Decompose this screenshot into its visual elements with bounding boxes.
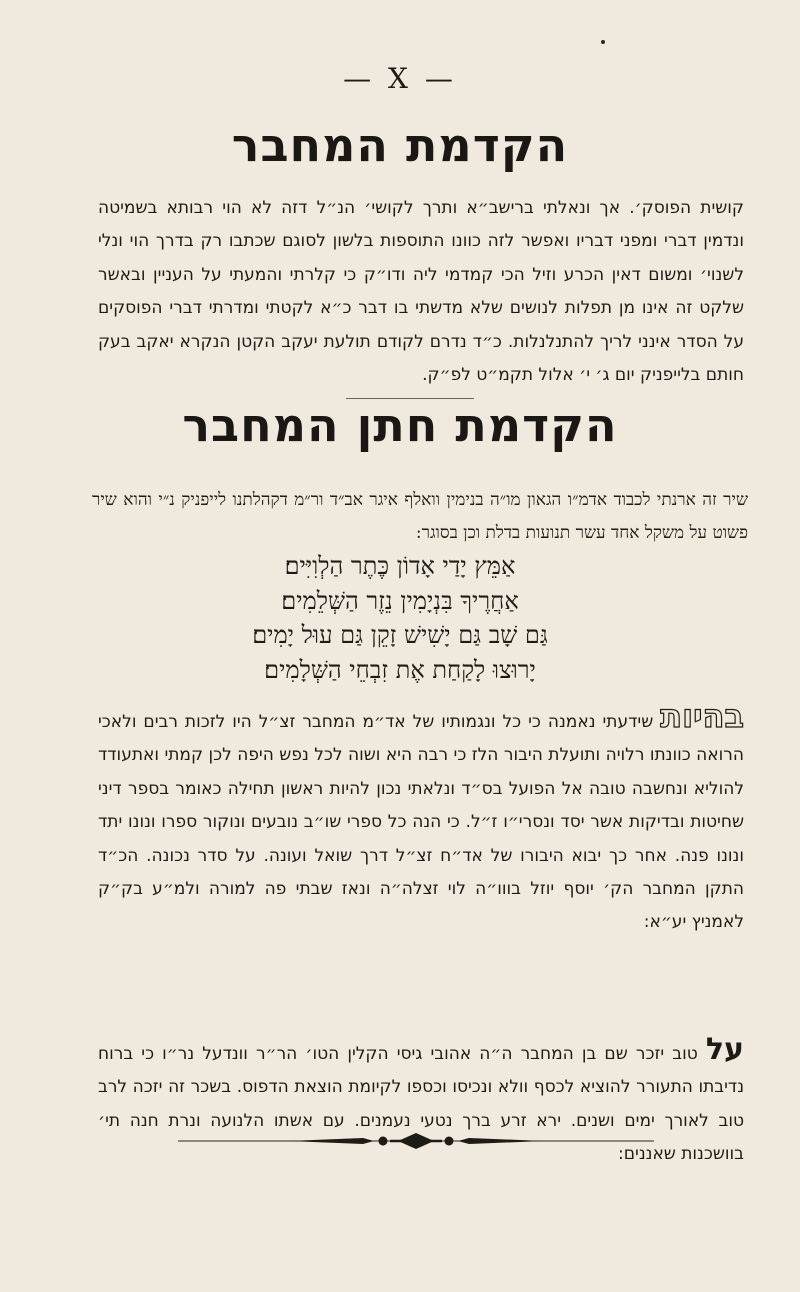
paragraph-text: טוב יזכר שם בן המחבר ה״ה אהובי גיסי הקלין הטו׳ הר״ר וונדעל נר״ו כי ברוח נדיבתו התעורר להוציא לכסף וולא ונכיסו וכספו לקיומת הוצאת הדפוס. בשכר זה יזכה לרב טוב לאורך ימים ושנים. ירא זרע ברך נטעי נעמנים. עם אשתו הלנועה ונרת חנה תי׳ בוושכנות שאננים:: [98, 1044, 744, 1165]
poem: [0, 549, 800, 688]
paragraph-lead-word: בהיות: [660, 697, 744, 735]
poem-verse: גַּם שָׁב גַּם יָשִׁישׁ זָקֵן גַּם עוּל יָמִים׃: [252, 621, 548, 650]
preface-author-title: הקדמת המחבר: [231, 118, 569, 172]
preface-author-text: קושית הפוסק׳. אך ונאלתי ברישב״א ותרך לקושי׳ הנ״ל דזה לא הוי רבותא בשמיטה ונדמין דברי ומפני דבריו ואפשר לזה כוונו התוספות בלשון לסוגם שכתבו רק בדרך הוי ונלי לשנוי׳ ומשום דאין הכרע וזיל הכי קמדמי ליה ודו״ק כי קלרתי והמעתי על העניין ובאשר שלקט זה אינו מן תפלות לנושים שלא מדשתי בו דבר כ״א לקטתי ומדרתי דברי הפוסקים על הסדר אינני לריך להתנלנלות. כ״ד נדרם לקודם תולעת יעקב הקטן הנקרא יאקב בעק חותם בלייפניק יום ג׳ י׳ אלול תקמ״ט לפ״ק.: [98, 198, 744, 386]
ornamental-rule: [178, 1121, 654, 1161]
paragraph-text: שידעתי נאמנה כי כל ונגמותיו של אד״מ המחבר זצ״ל היו לזכות רבים ולאכי הרואה כוונתו רלויה ותועלת היבור הלז כי רבה היא ושוה לכל נפש היפה לכן קמתי ואתעודד להוליא ונחשבה טובה אל הפועל בס״ד ונלאתי נכון להיות ראשון תחילה כאומר בספר דיני שחיטות ובדיקות אשר יסד ונסרי״ו ז״ל. כי הנה כל ספרי שו״ב נובעים ונוקור ספרו ונונו יתד ונונו פנה. אחר כך יבוא היבורו של אד״ח זצ״ל דרך שואל ועונה. על סדר נכונה. הכ״ד התקן המחבר הק׳ יוסף יוזל בווו״ה לוי זצלה״ה ונאז שבתי פה למורה ולמ״ע בק״ק לאמניץ יע״א:: [98, 712, 744, 933]
preface-son-in-law-title: הקדמת חתן המחבר: [182, 398, 618, 452]
poem-verse: אַמֵּץ יָדַי אָדוֹן כֶּתֶר הַלְוִיִּים׃: [284, 552, 516, 580]
page-number: — X —: [343, 62, 457, 95]
publication-paragraph: [98, 697, 744, 940]
paragraph-lead-word: על: [705, 1032, 744, 1067]
poem-verse: יָרוּצוּ לָקַחַת אֶת זִבְחֵי הַשְּׁלָמִים׃: [264, 656, 536, 685]
poem-verse: אַחֲרֶיךָ בִּנְיָמִין נֵזֶר הַשְּׁלֵמִים׃: [281, 586, 519, 615]
poem-intro: שיר זה ארנתי לכבוד אדמ״ו הגאון מו״ה בנימין וואלף איגר אב״ד ור״מ דקהלתנו לייפניק נ״י והוא שיר פשוט על משקל אחד עשר תנועות בדלת וכן בסוגר:: [92, 490, 748, 544]
ink-speck: [601, 40, 605, 44]
